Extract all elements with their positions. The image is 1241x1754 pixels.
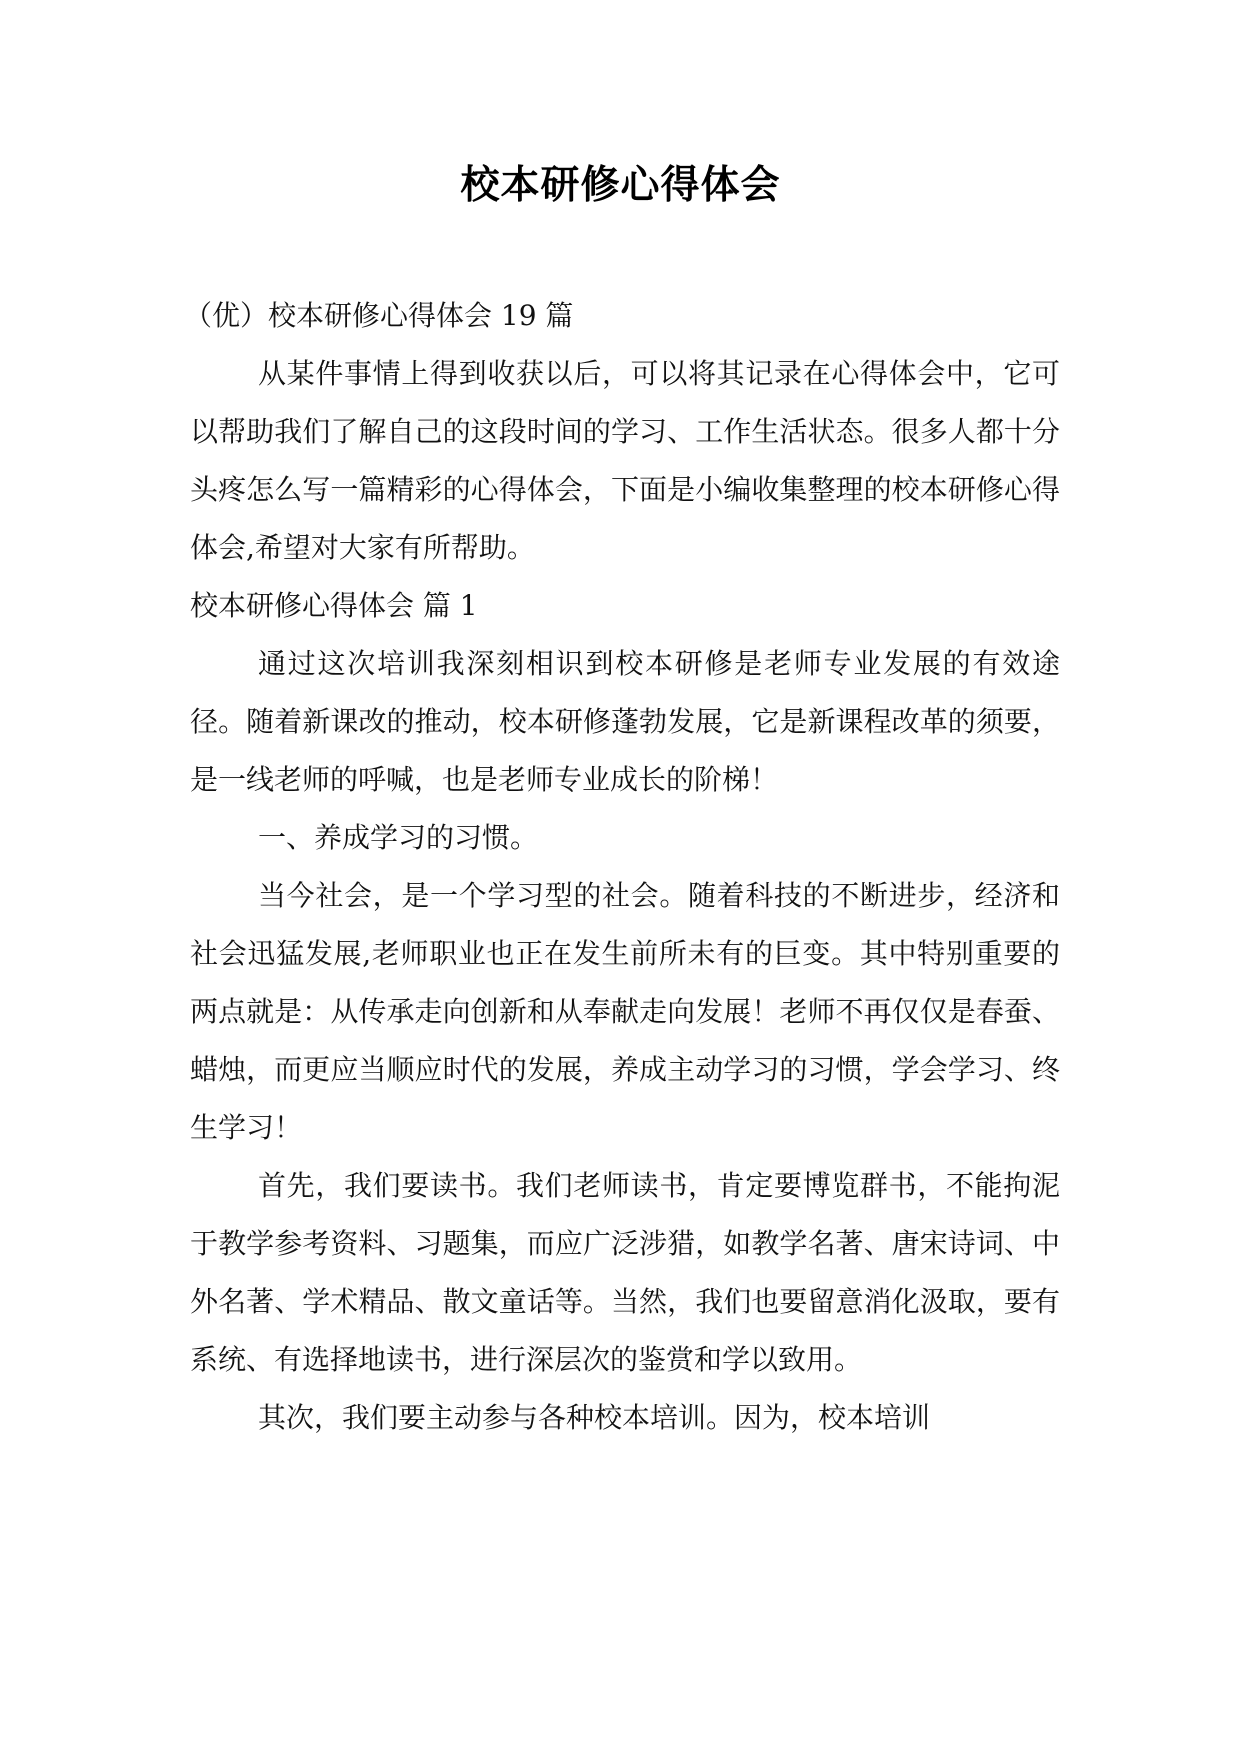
document-body [184, 287, 1060, 1447]
subheading: 一、养成学习的习惯。 [258, 821, 539, 854]
paragraph: 其次，我们要主动参与各种校本培训。因为，校本培训 [258, 1401, 931, 1434]
section-heading: 校本研修心得体会 篇 1 [190, 589, 478, 622]
paragraph-intro: 从某件事情上得到收获以后，可以将其记录在心得体会中，它可以帮助我们了解自己的这段时间的学习、工作生活状态。很多人都十分头疼怎么写一篇精彩的心得体会，下面是小编收集整理的校本研修心得体会,希望对大家有所帮助。 [190, 357, 1060, 564]
document-subtitle: （优）校本研修心得体会 19 篇 [184, 299, 574, 332]
paragraph: 当今社会，是一个学习型的社会。随着科技的不断进步，经济和社会迅猛发展,老师职业也正在发生前所未有的巨变。其中特别重要的两点就是：从传承走向创新和从奉献走向发展！老师不再仅仅是春蚕、蜡烛，而更应当顺应时代的发展，养成主动学习的习惯，学会学习、终生学习！ [190, 879, 1060, 1144]
paragraph: 通过这次培训我深刻相识到校本研修是老师专业发展的有效途径。随着新课改的推动，校本研修蓬勃发展，它是新课程改革的须要，是一线老师的呼喊，也是老师专业成长的阶梯！ [190, 647, 1060, 796]
paragraph: 首先，我们要读书。我们老师读书，肯定要博览群书，不能拘泥于教学参考资料、习题集，而应广泛涉猎，如教学名著、唐宋诗词、中外名著、学术精品、散文童话等。当然，我们也要留意消化汲取，要有系统、有选择地读书，进行深层次的鉴赏和学以致用。 [190, 1169, 1060, 1376]
document-title: 校本研修心得体会 [460, 163, 781, 208]
